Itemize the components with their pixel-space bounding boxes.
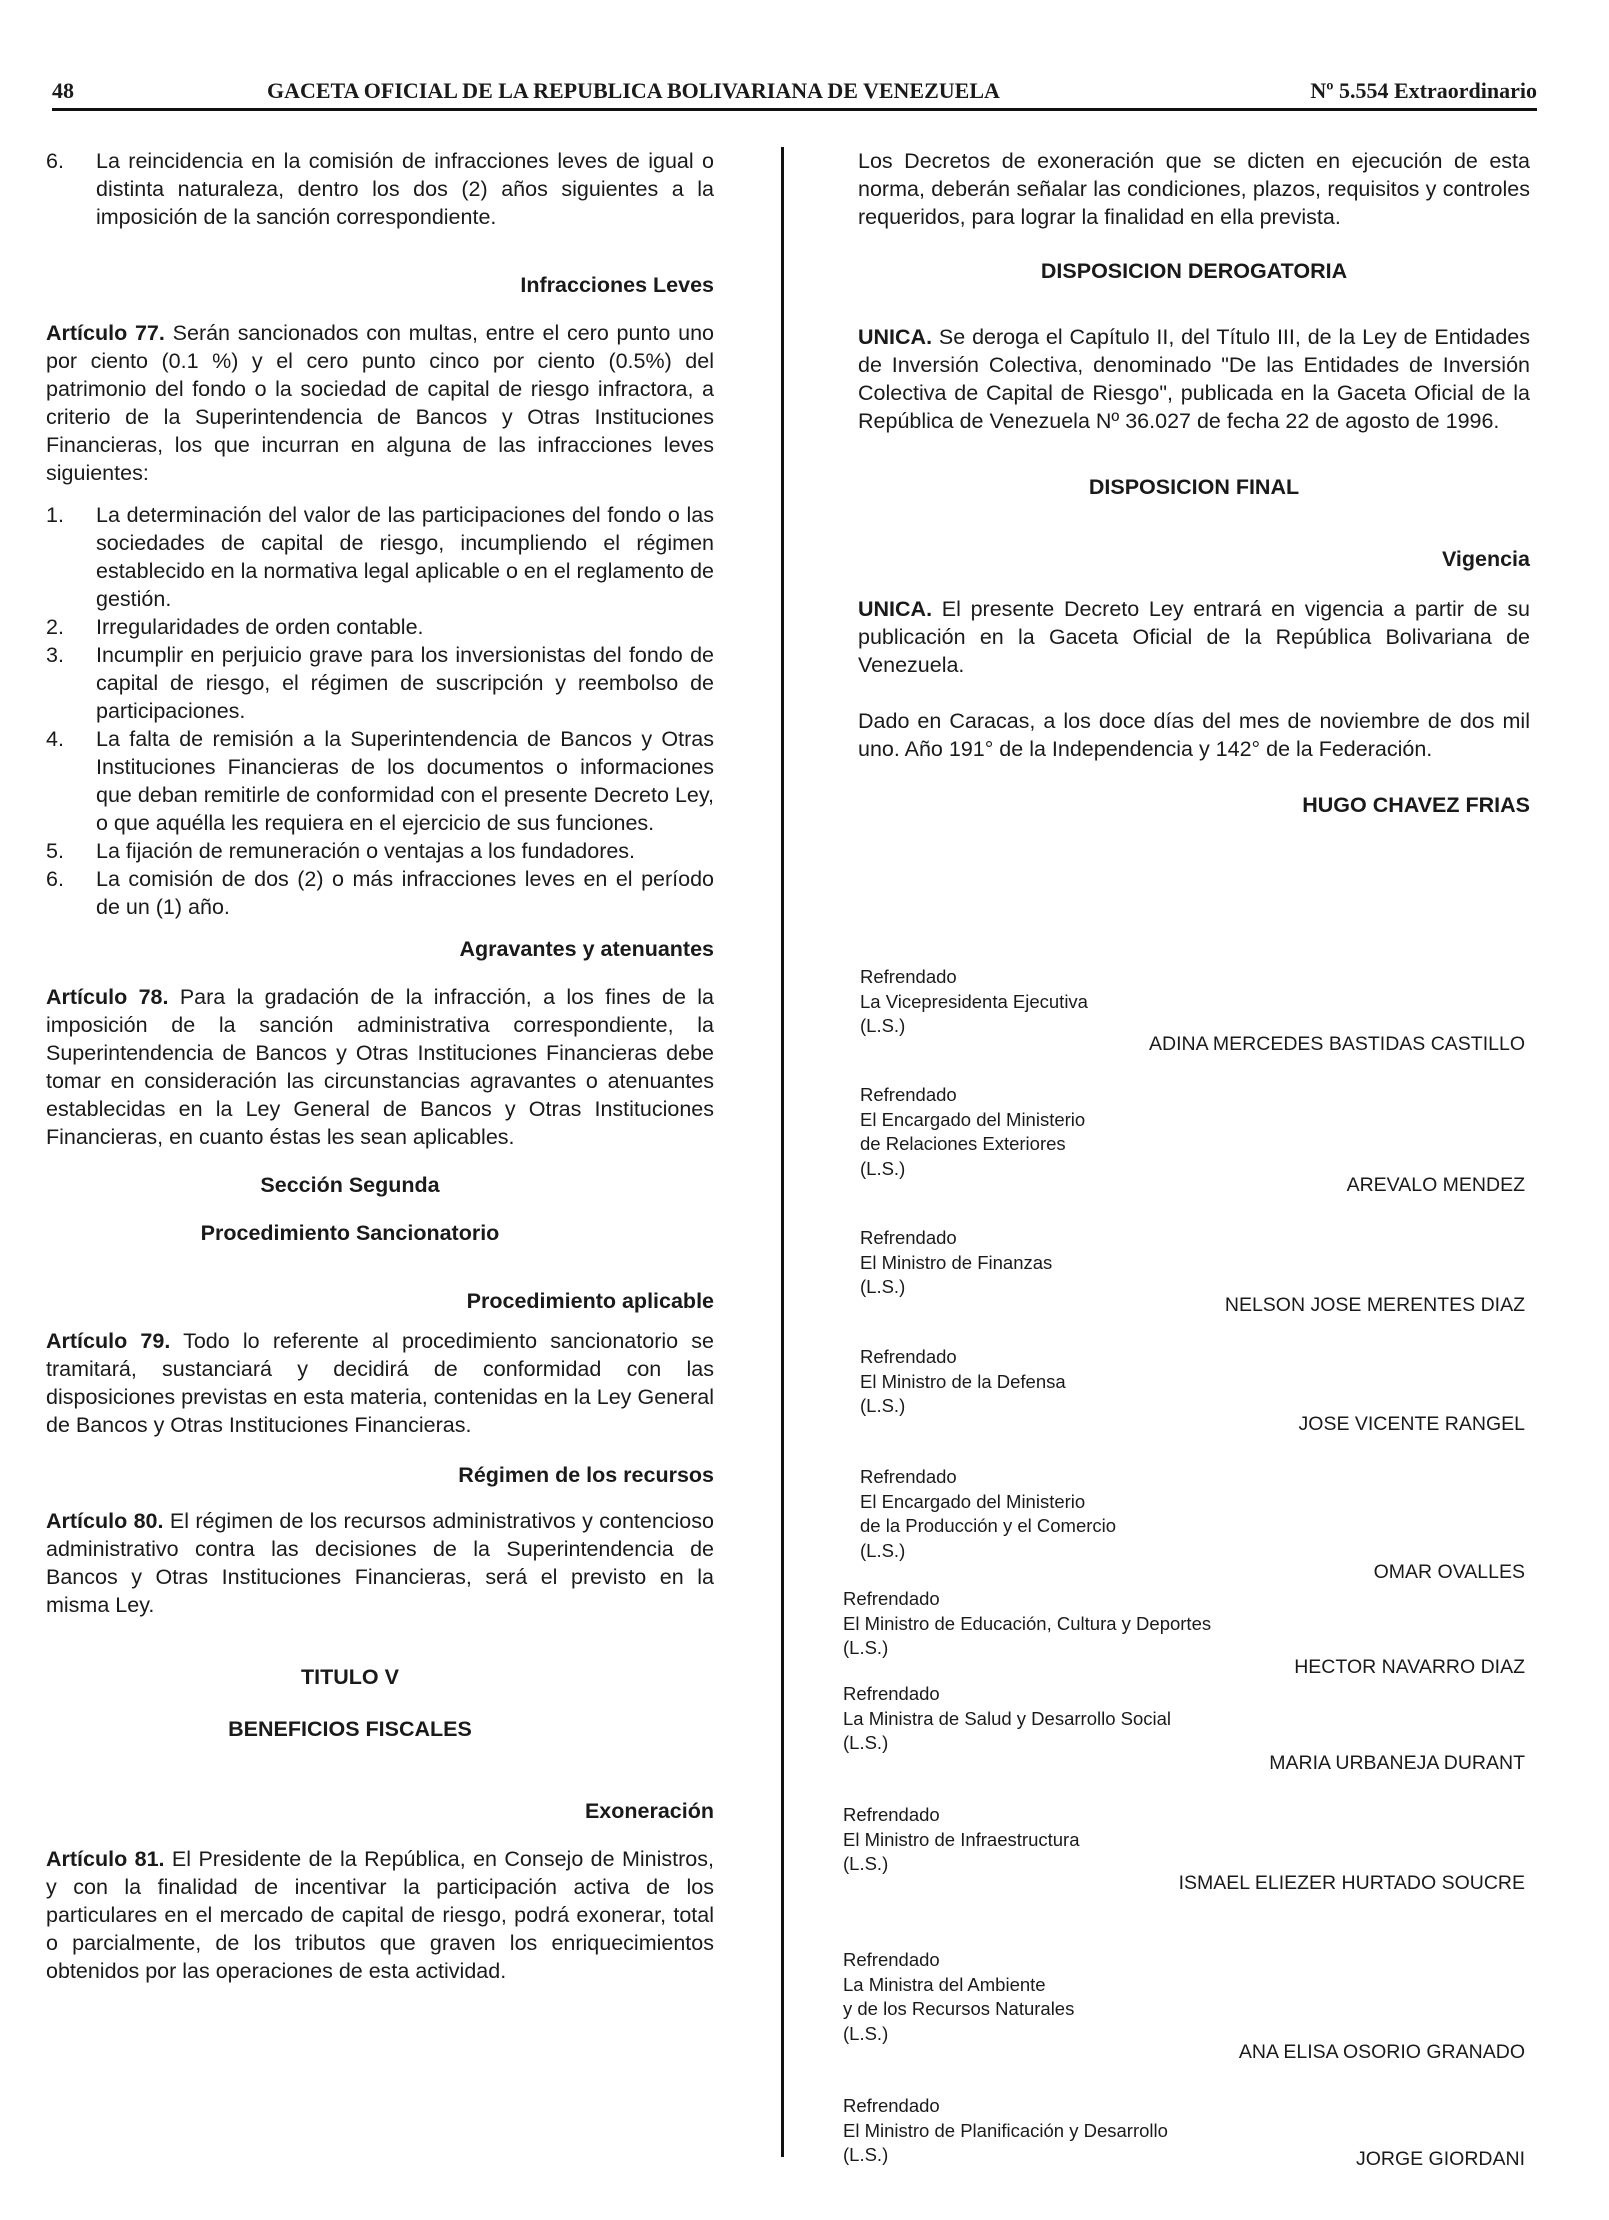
refrendo-line: de la Producción y el Comercio <box>860 1515 1117 1536</box>
refrendo-line: (L.S.) <box>860 1157 906 1179</box>
column-divider <box>781 147 784 2157</box>
refrendo-line: El Ministro de Educación, Cultura y Deportes <box>843 1612 1212 1634</box>
refrendo-line: (L.S.) <box>860 1015 906 1036</box>
refrendo-line: El Encargado del Ministerio <box>860 1490 1086 1512</box>
list-item <box>46 147 714 231</box>
item-number: 4. <box>46 727 64 751</box>
article-78 <box>46 983 714 1151</box>
minister-name: HECTOR NAVARRO DIAZ <box>1294 1656 1525 1678</box>
article-text: Serán sancionados con multas, entre el cero punto uno por ciento (0.1 %) y el cero punto cinco por ciento (0.5%) del patrimonio del fondo o la sociedad de capital de riesgo infractora, a criterio de la Superintendencia de Bancos y Otras Instituciones Financieras, los que incurran en alguna de las infracciones leves siguientes: <box>46 321 714 485</box>
refrendo-block <box>843 1948 1283 2046</box>
minister-name: AREVALO MENDEZ <box>1346 1174 1525 1196</box>
item-text: Incumplir en perjuicio grave para los inversionistas del fondo de capital de riesgo, el régimen de suscripción y reembolso de participaciones. <box>96 643 714 723</box>
refrendo-line: La Ministra del Ambiente <box>843 1973 1046 1995</box>
heading-infracciones-leves: Infracciones Leves <box>520 273 714 297</box>
page-number: 48 <box>52 78 74 103</box>
president-signature: HUGO CHAVEZ FRIAS <box>1302 793 1530 817</box>
minister-name: MARIA URBANEJA DURANT <box>1269 1752 1525 1774</box>
article-text: El Presidente de la República, en Consejo de Ministros, y con la finalidad de incentivar la participación activa de los particulares en el mercado de capital de riesgo, podrá exonerar, total o parcialmente, de los tributos que graven los enriquecimientos obtenidos por las operaciones de esta actividad. <box>46 1847 714 1983</box>
article-text: El régimen de los recursos administrativos y contencioso administrativo contra las decisiones de la Superintendencia de Bancos y Otras Instituciones Financieras, será el previsto en la misma Ley. <box>46 1509 714 1617</box>
refrendo-block <box>843 1682 1283 1756</box>
refrendo-line: El Ministro de la Defensa <box>860 1370 1066 1392</box>
refrendo-line: Refrendado <box>860 1346 957 1367</box>
article-label: Artículo 81. <box>46 1847 165 1871</box>
unica-label: UNICA. <box>858 325 933 349</box>
refrendo-line: (L.S.) <box>843 1732 889 1753</box>
heading-seccion-segunda: Sección Segunda <box>260 1173 440 1197</box>
heading-agravantes: Agravantes y atenuantes <box>459 937 714 961</box>
heading-regimen-recursos: Régimen de los recursos <box>458 1463 714 1487</box>
article-text: Todo lo referente al procedimiento sancionatorio se tramitará, sustanciará y decidirá de conformidad con las disposiciones previstas en esta materia, contenidas en la Ley General de Bancos y Otras Instituciones Financieras. <box>46 1329 714 1437</box>
heading-disposicion-final: DISPOSICION FINAL <box>1088 475 1300 499</box>
refrendo-line: (L.S.) <box>843 1853 889 1874</box>
refrendo-line: El Ministro de Finanzas <box>860 1251 1053 1273</box>
item-text: La fijación de remuneración o ventajas a los fundadores. <box>96 839 636 863</box>
refrendo-block <box>860 965 1300 1039</box>
article-81 <box>46 1845 714 1985</box>
refrendo-block <box>860 1226 1300 1300</box>
refrendo-line: La Ministra de Salud y Desarrollo Social <box>843 1707 1172 1729</box>
refrendo-line: Refrendado <box>860 1466 957 1487</box>
refrendo-line: de Relaciones Exteriores <box>860 1133 1066 1154</box>
unica-text: Se deroga el Capítulo II, del Título III, de la Ley de Entidades de Inversión Colectiva, denominado "De las Entidades de Inversión Colectiva de Capital de Riesgo", publicada en la Gaceta Oficial de la República de Venezuela Nº 36.027 de fecha 22 de agosto de 1996. <box>858 325 1530 433</box>
minister-name: JOSE VICENTE RANGEL <box>1298 1413 1525 1435</box>
minister-name: ISMAEL ELIEZER HURTADO SOUCRE <box>1178 1872 1525 1894</box>
list-item <box>46 725 714 837</box>
item-text: La falta de remisión a la Superintendencia de Bancos y Otras Instituciones Financieras de los documentos o informaciones que deban remitirle de conformidad con el presente Decreto Ley, o que aquélla les requiera en el ejercicio de sus funciones. <box>96 727 714 835</box>
article-label: Artículo 77. <box>46 321 165 345</box>
heading-titulo-v: TITULO V <box>301 1665 399 1689</box>
refrendo-line: Refrendado <box>843 1949 940 1970</box>
dado-en-caracas: Dado en Caracas, a los doce días del mes de noviembre de dos mil uno. Año 191° de la Independencia y 142° de la Federación. <box>858 709 1530 761</box>
item-text: Irregularidades de orden contable. <box>96 615 424 639</box>
gazette-header <box>52 74 1537 111</box>
heading-exoneracion: Exoneración <box>584 1799 714 1823</box>
refrendo-line: Refrendado <box>843 1804 940 1825</box>
list-item <box>46 613 714 641</box>
item-text: La comisión de dos (2) o más infracciones leves en el período de un (1) año. <box>96 867 714 919</box>
refrendo-line: Refrendado <box>843 2095 940 2116</box>
item-number: 3. <box>46 643 64 667</box>
refrendo-line: Refrendado <box>843 1683 940 1704</box>
art77-item-list <box>46 501 714 921</box>
list-item <box>46 865 714 921</box>
refrendo-block <box>843 1803 1283 1877</box>
heading-procedimiento-sancionatorio: Procedimiento Sancionatorio <box>200 1221 500 1245</box>
item-text: La reincidencia en la comisión de infracciones leves de igual o distinta naturaleza, dentro los dos (2) años siguientes a la imposición de la sanción correspondiente. <box>96 149 714 229</box>
minister-name: JORGE GIORDANI <box>1355 2148 1525 2170</box>
refrendo-line: (L.S.) <box>860 1395 906 1416</box>
item-number: 1. <box>46 503 64 527</box>
article-77 <box>46 319 714 487</box>
refrendo-line: Refrendado <box>860 1084 957 1105</box>
article-label: Artículo 79. <box>46 1329 171 1353</box>
heading-beneficios-fiscales: BENEFICIOS FISCALES <box>228 1717 472 1741</box>
exoneration-intro: Los Decretos de exoneración que se dicten en ejecución de esta norma, deberán señalar las condiciones, plazos, requisitos y controles requeridos, para lograr la finalidad en ella prevista. <box>858 149 1530 229</box>
unica-derogatoria <box>858 323 1530 435</box>
unica-label: UNICA. <box>858 597 933 621</box>
item-text: La determinación del valor de las participaciones del fondo o las sociedades de capital de riesgo, incumpliendo el régimen establecido en la normativa legal aplicable o en el reglamento de gestión. <box>96 503 714 611</box>
refrendo-line: El Ministro de Planificación y Desarrollo <box>843 2119 1168 2141</box>
heading-vigencia: Vigencia <box>1441 547 1530 571</box>
article-79 <box>46 1327 714 1439</box>
item-number: 5. <box>46 839 64 863</box>
list-item <box>46 641 714 725</box>
refrendo-line: La Vicepresidenta Ejecutiva <box>860 990 1088 1012</box>
refrendo-line: y de los Recursos Naturales <box>843 1998 1075 2019</box>
refrendo-block <box>860 1465 1300 1563</box>
refrendo-block <box>860 1083 1300 1181</box>
right-column <box>858 147 1530 819</box>
item-number: 6. <box>46 867 64 891</box>
refrendo-line: Refrendado <box>843 1588 940 1609</box>
minister-name: NELSON JOSE MERENTES DIAZ <box>1224 1294 1525 1316</box>
article-text: Para la gradación de la infracción, a los fines de la imposición de la sanción administrativa correspondiente, la Superintendencia de Bancos y Otras Instituciones Financieras debe tomar en consideración las circunstancias agravantes o atenuantes establecidas en la Ley General de Bancos y Otras Instituciones Financieras, en cuanto éstas les sean aplicables. <box>46 985 714 1149</box>
refrendo-line: (L.S.) <box>843 1637 889 1658</box>
refrendo-block <box>860 1345 1300 1419</box>
heading-procedimiento-aplicable: Procedimiento aplicable <box>466 1289 714 1313</box>
item-number: 2. <box>46 615 64 639</box>
article-80 <box>46 1507 714 1619</box>
refrendo-line: (L.S.) <box>860 1276 906 1297</box>
refrendo-line: El Encargado del Ministerio <box>860 1108 1086 1130</box>
article-label: Artículo 80. <box>46 1509 164 1533</box>
refrendo-block <box>843 1587 1283 1661</box>
left-column <box>46 147 714 1985</box>
heading-disposicion-derogatoria: DISPOSICION DEROGATORIA <box>1040 259 1348 283</box>
minister-name: ADINA MERCEDES BASTIDAS CASTILLO <box>1148 1033 1525 1055</box>
minister-name: ANA ELISA OSORIO GRANADO <box>1238 2041 1525 2063</box>
item-number: 6. <box>46 149 64 173</box>
list-item <box>46 501 714 613</box>
refrendo-line: (L.S.) <box>843 2022 889 2044</box>
refrendo-line: (L.S.) <box>860 1539 906 1561</box>
unica-final <box>858 595 1530 679</box>
refrendo-line: (L.S.) <box>843 2144 889 2165</box>
article-label: Artículo 78. <box>46 985 169 1009</box>
gazette-title: GACETA OFICIAL DE LA REPUBLICA BOLIVARIANA DE VENEZUELA <box>267 78 1000 103</box>
minister-name: OMAR OVALLES <box>1373 1561 1525 1583</box>
list-item <box>46 837 714 865</box>
refrendo-line: Refrendado <box>860 1227 957 1248</box>
item-6 <box>46 147 714 231</box>
issue-number: Nº 5.554 Extraordinario <box>1310 78 1537 103</box>
refrendo-line: Refrendado <box>860 966 957 987</box>
unica-text: El presente Decreto Ley entrará en vigencia a partir de su publicación en la Gaceta Oficial de la República Bolivariana de Venezuela. <box>858 597 1530 677</box>
refrendo-line: El Ministro de Infraestructura <box>843 1828 1080 1850</box>
